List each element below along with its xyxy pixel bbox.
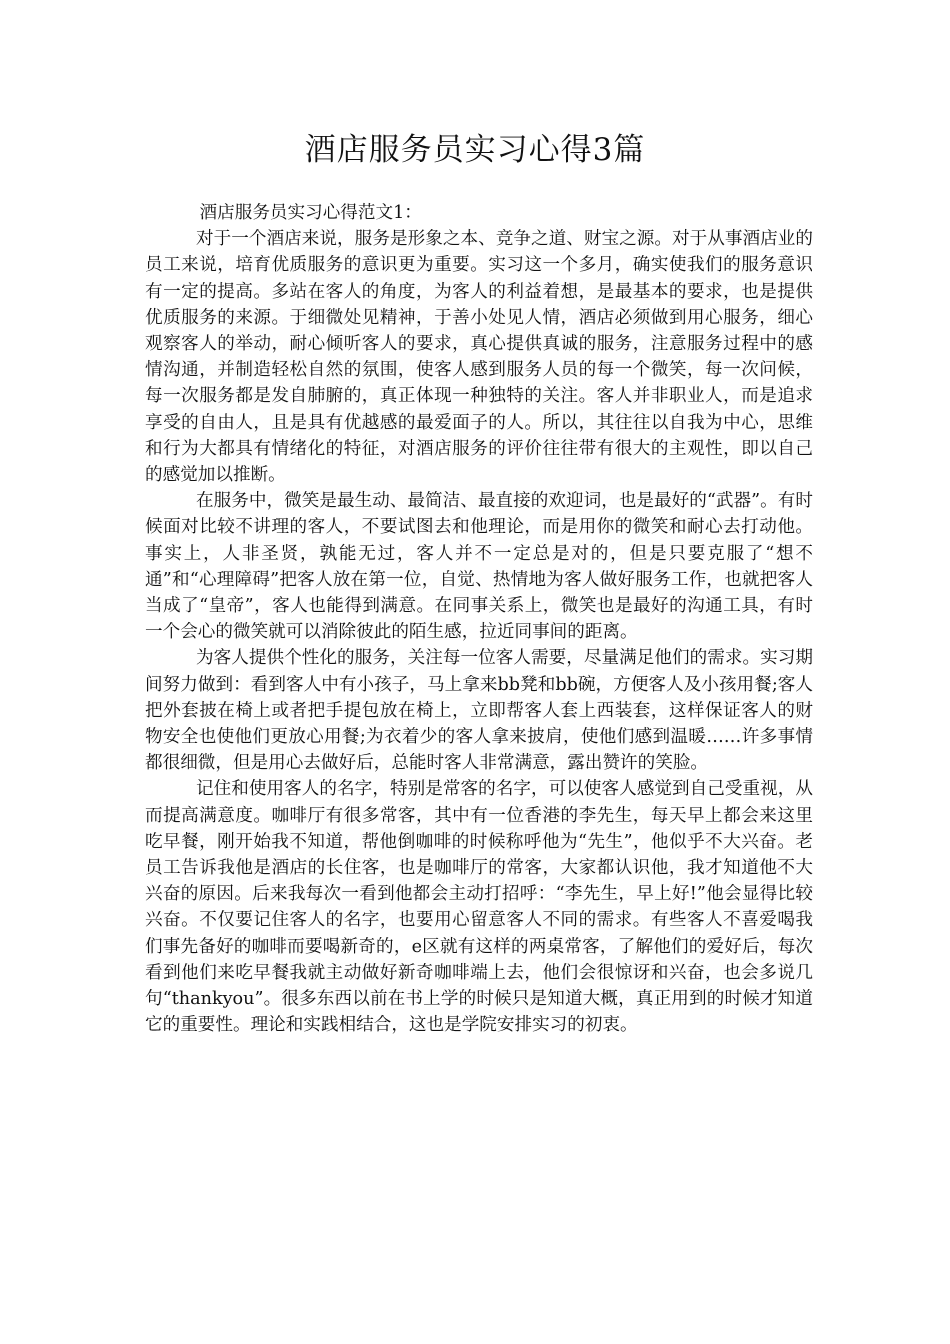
body-paragraph: 在服务中，微笑是最生动、最简洁、最直接的欢迎词，也是最好的“武器”。有时候面对比较不讲理的客人，不要试图去和他理论，而是用你的微笑和耐心去打动他。事实上，人非圣贤，孰能无过，客人并不一定总是对的，但是只要克服了“想不通”和“心理障碍”把客人放在第一位，自觉、热情地为客人做好服务工作，也就把客人当成了“皇帝”，客人也能得到满意。在同事关系上，微笑也是最好的沟通工具，有时一个会心的微笑就可以消除彼此的陌生感，拉近同事间的距离。 xyxy=(145,491,813,643)
document-body xyxy=(145,200,813,1039)
section-subtitle: 酒店服务员实习心得范文1： xyxy=(199,203,422,223)
body-paragraph: 对于一个酒店来说，服务是形象之本、竞争之道、财宝之源。对于从事酒店业的员工来说，培育优质服务的意识更为重要。实习这一个多月，确实使我们的服务意识有一定的提高。多站在客人的角度，为客人的利益着想，是最基本的要求，也是提供优质服务的来源。于细微处见精神，于善小处见人情，酒店必须做到用心服务，细心观察客人的举动，耐心倾听客人的要求，真心提供真诚的服务，注意服务过程中的感情沟通，并制造轻松自然的氛围，使客人感到服务人员的每一个微笑，每一次问候，每一次服务都是发自肺腑的，真正体现一种独特的关注。客人并非职业人，而是追求享受的自由人，且是具有优越感的最爱面子的人。所以，其往往以自我为中心，思维和行为大都具有情绪化的特征，对酒店服务的评价往往带有很大的主观性，即以自己的感觉加以推断。 xyxy=(145,229,813,486)
body-paragraph: 为客人提供个性化的服务，关注每一位客人需要，尽量满足他们的需求。实习期间努力做到：看到客人中有小孩子，马上拿来bb凳和bb碗，方便客人及小孩用餐;客人把外套披在椅上或者把手提包放在椅上，立即帮客人套上西装套，这样保证客人的财物安全也使他们更放心用餐;为衣着少的客人拿来披肩，使他们感到温暖……许多事情都很细微，但是用心去做好后，总能时客人非常满意，露出赞许的笑脸。 xyxy=(145,648,813,774)
document-title: 酒店服务员实习心得3篇 xyxy=(304,132,646,168)
body-paragraph: 记住和使用客人的名字，特别是常客的名字，可以使客人感觉到自己受重视，从而提高满意度。咖啡厅有很多常客，其中有一位香港的李先生，每天早上都会来这里吃早餐，刚开始我不知道，帮他倒咖啡的时候称呼他为“先生”，他似乎不大兴奋。老员工告诉我他是酒店的长住客，也是咖啡厅的常客，大家都认识他，我才知道他不大兴奋的原因。后来我每次一看到他都会主动打招呼：“李先生，早上好!”他会显得比较兴奋。不仅要记住客人的名字，也要用心留意客人不同的需求。有些客人不喜爱喝我们事先备好的咖啡而要喝新奇的，e区就有这样的两桌常客，了解他们的爱好后，每次看到他们来吃早餐我就主动做好新奇咖啡端上去，他们会很惊讶和兴奋，也会多说几句“thankyou”。很多东西以前在书上学的时候只是知道大概，真正用到的时候才知道它的重要性。理论和实践相结合，这也是学院安排实习的初衷。 xyxy=(145,779,813,1036)
